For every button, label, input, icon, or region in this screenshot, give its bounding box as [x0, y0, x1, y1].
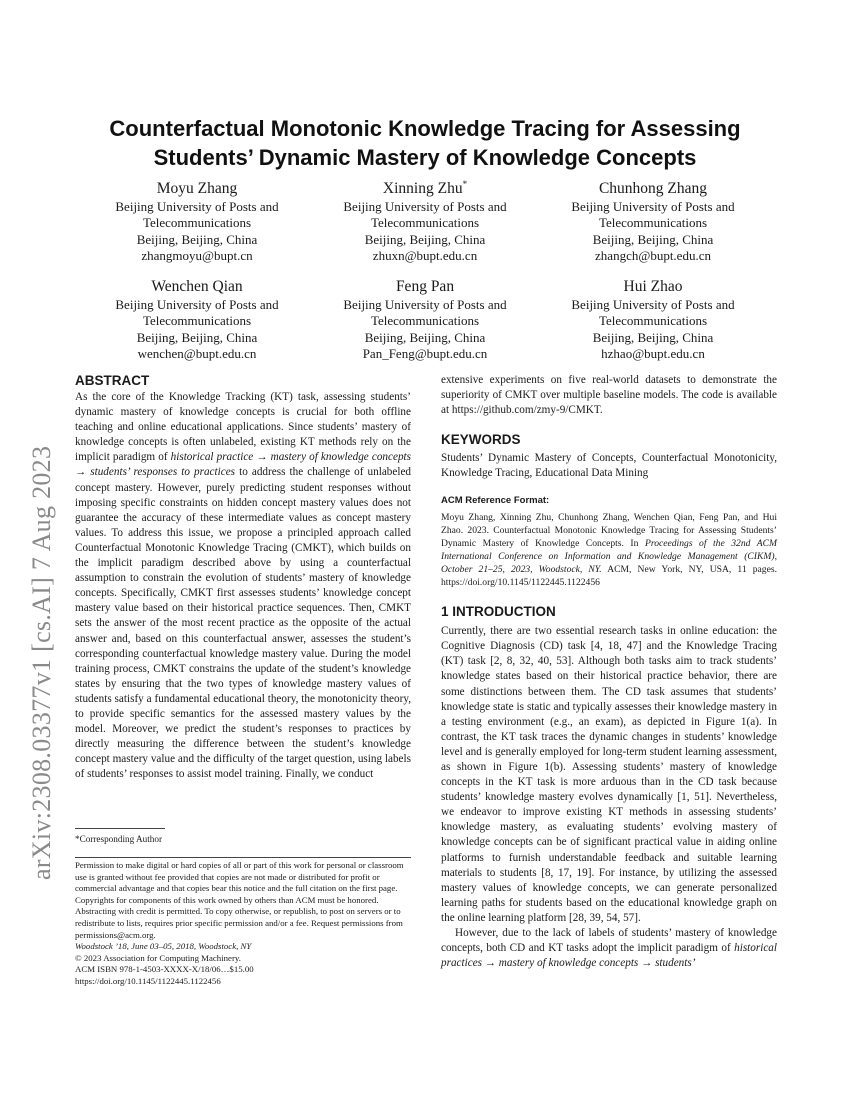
author-affiliation: Beijing University of Posts and — [115, 199, 279, 214]
introduction-paragraph: However, due to the lack of labels of students’ mastery of knowledge concepts, both CD and KT tasks adopt the implicit paradigm of historical practices → mastery of knowledge concepts → students’ — [441, 927, 778, 970]
author-email: zhuxn@bupt.edu.cn — [372, 247, 478, 263]
author-affiliation: Telecommunications — [142, 215, 252, 231]
author-name: Chunhong Zhang — [598, 180, 708, 197]
introduction-heading: 1 INTRODUCTION — [441, 604, 556, 620]
introduction-paragraph: Currently, there are two essential research tasks in online education: the Cognitive Diagnosis (CD) task [4, 18, 47] and the Knowledge Tracing (KT) task [2, 8, 32, 40, 53]. Although both tasks aim to track students’ knowledge states based on their historical practice behavior, there are some distinctions between them. The CD task assumes that students’ knowledge state is static and typically assesses their knowledge mastery in a testing environment (e.g., an exam), as depicted in Figure 1(a). In contrast, the KT task traces the dynamic changes in students’ knowledge level and is generally employed for long-term student learning assessment, as shown in Figure 1(b). Assessing students’ mastery of knowledge concepts in the KT task is more arduous than in the CD task because students’ knowledge mastery evolves dynamically [1, 51]. Nevertheless, we endeavor to improve existing KT methods in assessing students’ knowledge mastery, as evaluating students’ evolving mastery of knowledge concepts can be of significant practical value in aiding online platforms to furnish understandable feedback and suitable learning materials to students [8, 17, 19]. For instance, by utilizing the assessed mastery values of knowledge concepts, we can generate personalized learning paths for students based on the educational knowledge graph on the online learning platform [28, 39, 54, 57]. — [441, 625, 777, 924]
abstract-text: As the core of the Knowledge Tracking (KT) task, assessing students’ dynamic mastery of knowledge concepts is crucial for both offline teaching and online educational applications. Since students’ mastery of knowledge concepts is often unlabeled, existing KT methods rely on the implicit paradigm of historical practice → mastery of knowledge concepts → students’ responses to practices to address the challenge of unlabeled concept mastery. However, purely predicting student responses without imposing specific constraints on hidden concept mastery values does not guarantee the accuracy of these intermediate values as concept mastery values. To address this issue, we propose a principled approach called Counterfactual Monotonic Knowledge Tracing (CMKT), which builds on the implicit paradigm described above by using a counterfactual assumption to constrain the evolution of students’ mastery of knowledge concepts. Specifically, CMKT first assesses students’ knowledge concept mastery value based on their historical practice sequences. Then, CMKT sets the answer of the most recent practice as the opposite of the actual answer and, based on this counterfactual answer, assesses the student’s corresponding counterfactual knowledge mastery value. During the model training process, CMKT constrains the update of the student’s knowledge states by ensuring that the two types of knowledge mastery values of students satisfy a fundamental educational theory, the monotonicity theory, to provide specific semantics for the assessed mastery values by the model. Moreover, we predict the student’s responses to practices by directly measuring the difference between the student’s knowledge concept mastery value and the difficulty of the target question, using labels of students’ responses to assist model training. Finally, we conduct — [75, 391, 412, 781]
author-name: Hui Zhao — [623, 278, 683, 295]
author-location: Beijing, Beijing, China — [136, 329, 258, 345]
permission-divider — [75, 857, 411, 858]
keywords-text: Students’ Dynamic Mastery of Concepts, Counterfactual Monotonicity, Knowledge Tracing, Educational Data Mining — [441, 452, 777, 480]
author-affiliation: Beijing University of Posts and — [343, 297, 507, 312]
corresponding-author-mark: * — [462, 178, 468, 189]
author-affiliation: Telecommunications — [598, 215, 708, 231]
author-block — [315, 278, 535, 362]
footnote-divider — [75, 828, 165, 829]
footnote: *Corresponding Author — [75, 834, 163, 844]
author-block — [543, 180, 763, 264]
acm-reference-heading: ACM Reference Format: — [441, 495, 550, 507]
venue-line: Woodstock ’18, June 03–05, 2018, Woodstock, NY — [75, 941, 252, 952]
author-block — [87, 278, 307, 362]
author-email: Pan_Feng@bupt.edu.cn — [362, 345, 488, 361]
author-block — [315, 180, 535, 264]
author-location: Beijing, Beijing, China — [592, 329, 714, 345]
acm-reference-text: Moyu Zhang, Xinning Zhu, Chunhong Zhang, Wenchen Qian, Feng Pan, and Hui Zhao. 2023. Counterfactual Monotonic Knowledge Tracing for Assessing Students’ Dynamic Mastery of Knowledge Concepts. In Proceedings of the 32nd ACM International Conference on Information and Knowledge Management (CIKM), October 21–25, 2023, Woodstock, NY. ACM, New York, NY, USA, 11 pages. https://doi.org/10.1145/1122445.1122456 — [441, 511, 778, 589]
right-column — [441, 373, 777, 971]
permission-text: Permission to make digital or hard copies of all or part of this work for personal or classroom use is granted without fee provided that copies are not made or distributed for profit or commercial advantage and that copies bear this notice and the full citation on the first page. Copyrights for components of this work owned by others than ACM must be honored. Abstracting with credit is permitted. To copy otherwise, or republish, to post on servers or to redistribute to lists, requires prior specific permission and/or a fee. Request permissions from permissions@acm.org. — [75, 860, 404, 940]
author-name: Moyu Zhang — [156, 180, 238, 197]
left-column — [75, 372, 411, 782]
doi-line: https://doi.org/10.1145/1122445.1122456 — [75, 975, 221, 986]
copyright-line: © 2023 Association for Computing Machinery. — [75, 952, 241, 963]
author-affiliation: Beijing University of Posts and — [571, 297, 735, 312]
author-affiliation: Beijing University of Posts and — [571, 199, 735, 214]
author-location: Beijing, Beijing, China — [592, 231, 714, 247]
author-email: zhangch@bupt.edu.cn — [595, 247, 711, 263]
author-email: zhangmoyu@bupt.cn — [141, 247, 253, 263]
author-affiliation: Beijing University of Posts and — [115, 297, 279, 312]
author-affiliation: Telecommunications — [370, 313, 480, 329]
author-email: wenchen@bupt.edu.cn — [137, 345, 257, 361]
author-name: Feng Pan — [395, 278, 455, 295]
abstract-heading: ABSTRACT — [75, 373, 150, 388]
author-affiliation: Telecommunications — [370, 215, 480, 231]
abstract-continued: extensive experiments on five real-world datasets to demonstrate the superiority of CMKT over multiple baseline models. The code is available at https://github.com/zmy-9/CMKT. — [441, 374, 777, 417]
paper-title: Counterfactual Monotonic Knowledge Tracing for Assessing Students’ Dynamic Mastery of Knowledge Concepts — [109, 116, 741, 170]
author-block — [543, 278, 763, 362]
arxiv-identifier: arXiv:2308.03377v1 [cs.AI] 7 Aug 2023 — [27, 445, 56, 880]
author-name: Wenchen Qian — [151, 278, 243, 295]
permission-block — [75, 860, 411, 988]
author-location: Beijing, Beijing, China — [364, 231, 486, 247]
isbn-line: ACM ISBN 978-1-4503-XXXX-X/18/06…$15.00 — [75, 964, 254, 975]
keywords-heading: KEYWORDS — [441, 432, 521, 448]
author-location: Beijing, Beijing, China — [136, 231, 258, 247]
author-location: Beijing, Beijing, China — [364, 329, 486, 345]
author-affiliation: Telecommunications — [598, 313, 708, 329]
author-block — [87, 180, 307, 264]
author-affiliation: Beijing University of Posts and — [343, 199, 507, 214]
author-affiliation: Telecommunications — [142, 313, 252, 329]
author-email: hzhao@bupt.edu.cn — [601, 345, 705, 361]
author-name: Xinning Zhu — [382, 180, 463, 197]
